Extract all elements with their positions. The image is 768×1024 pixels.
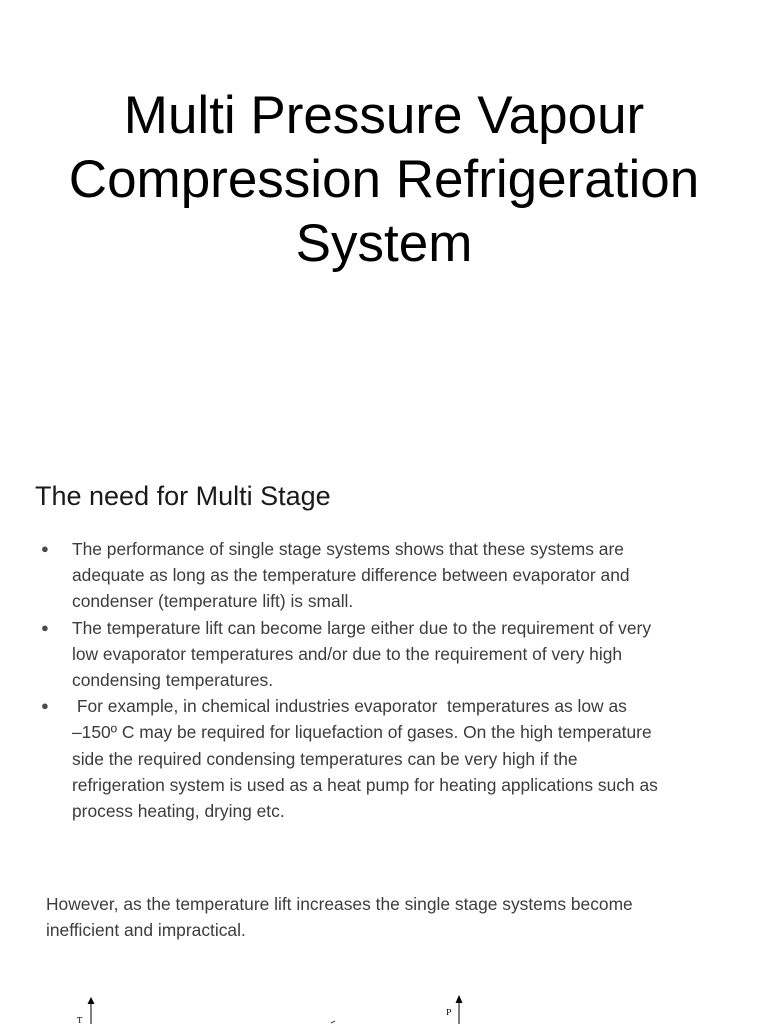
bullet-marker: ● <box>41 541 49 556</box>
left-axis-label: T <box>77 1016 83 1024</box>
diagram-strip <box>0 990 768 1024</box>
section-heading: The need for Multi Stage <box>35 481 331 511</box>
bullet-text-line: condensing temperatures. <box>72 670 274 691</box>
bullet-text-line: adequate as long as the temperature difference between evaporator and <box>72 565 630 586</box>
title-line-3: System <box>295 214 473 273</box>
curve-fragment <box>331 1021 335 1023</box>
bullet-text-line: The temperature lift can become large either due to the requirement of very <box>72 617 652 638</box>
bullet-text-line: The performance of single stage systems shows that these systems are <box>72 539 624 559</box>
closing-paragraph <box>46 891 736 944</box>
bullet-marker: ● <box>41 619 49 635</box>
right-axis-label: P <box>446 1008 452 1017</box>
diagram-axes <box>0 990 768 1024</box>
bullet-marker: ● <box>41 698 49 714</box>
bullet-text-line: For example, in chemical industries evaporator temperatures as low as <box>72 696 627 717</box>
bullet-text-line: refrigeration system is used as a heat pump for heating applications such as <box>72 774 658 795</box>
closing-text-line: inefficient and impractical. <box>46 920 246 941</box>
bullet-text-line: low evaporator temperatures and/or due to the requirement of very high <box>72 643 623 664</box>
bullet-text-line: –150º C may be required for liquefaction of gases. On the high temperature <box>72 722 652 743</box>
title-line-1: Multi Pressure Vapour <box>123 86 645 145</box>
bullet-list <box>0 536 768 824</box>
bullet-item <box>0 615 768 694</box>
bullet-text-line: condenser (temperature lift) is small. <box>72 591 354 612</box>
bullet-item <box>0 693 768 824</box>
title-line-2: Compression Refrigeration <box>68 150 700 209</box>
bullet-text-line: process heating, drying etc. <box>72 801 285 822</box>
closing-text-line: However, as the temperature lift increases the single stage systems become <box>46 894 633 914</box>
bullet-item <box>0 536 768 615</box>
right-diagram-arrowhead-icon <box>456 995 463 1003</box>
bullet-text-line: side the required condensing temperatures can be very high if the <box>72 748 578 769</box>
page-title <box>0 84 768 276</box>
left-diagram-arrowhead-icon <box>88 997 95 1004</box>
